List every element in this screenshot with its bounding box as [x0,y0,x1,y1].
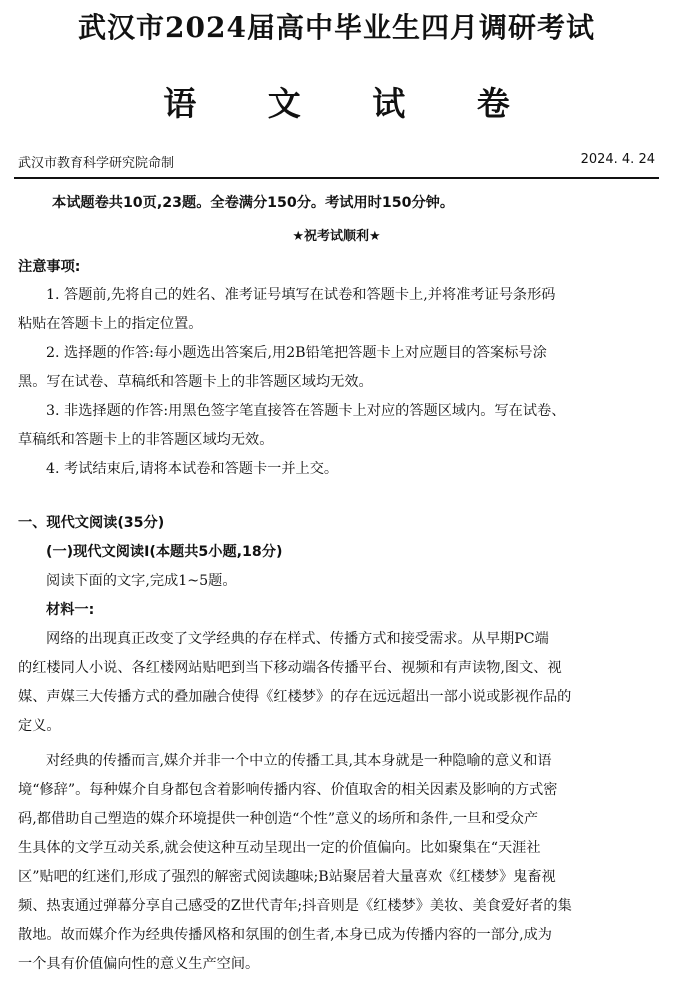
paragraph-line: 定义。 [18,718,61,734]
exam-summary: 本试题卷共10页,23题。全卷满分150分。考试用时150分钟。 [52,195,455,211]
paragraph-line: 的红楼同人小说、各红楼网站贴吧到当下移动端各传播平台、视频和有声读物,图文、视 [18,660,562,676]
good-luck-banner: ★祝考试顺利★ [292,229,381,244]
paragraph-line: 生具体的文学互动关系,就会使这种互动呈现出一定的价值偏向。比如聚集在“天涯社 [18,840,541,856]
notice-line: 草稿纸和答题卡上的非答题区域均无效。 [18,432,274,448]
paragraph-line: 一个具有价值偏向性的意义生产空间。 [18,956,260,972]
subsection-heading: (一)现代文阅读Ⅰ(本题共5小题,18分) [46,544,283,560]
exam-title: 武汉市2024届高中毕业生四月调研考试 [78,11,595,44]
notice-line: 黑。写在试卷、草稿纸和答题卡上的非答题区域均无效。 [18,374,373,390]
notice-line: 3. 非选择题的作答:用黑色签字笔直接答在答题卡上对应的答题区域内。写在试卷、 [46,403,566,419]
reading-instruction: 阅读下面的文字,完成1~5题。 [46,573,237,589]
notice-line: 粘贴在答题卡上的指定位置。 [18,316,203,332]
paragraph-line: 网络的出现真正改变了文学经典的存在样式、传播方式和接受需求。从早期PC端 [46,631,549,647]
notices-heading: 注意事项: [18,259,81,275]
header-divider [14,177,659,179]
paragraph-line: 散地。故而媒介作为经典传播风格和氛围的创生者,本身已成为传播内容的一部分,成为 [18,927,552,943]
paragraph-line: 码,都借助自己塑造的媒介环境提供一种创造“个性”意义的场所和条件,一旦和受众产 [18,811,539,827]
paragraph-line: 媒、声媒三大传播方式的叠加融合使得《红楼梦》的存在远远超出一部小说或影视作品的 [18,689,572,705]
notice-line: 4. 考试结束后,请将本试卷和答题卡一并上交。 [46,461,339,477]
exam-subtitle: 语 文 试 卷 [163,84,540,123]
paragraph-line: 频、热衷通过弹幕分享自己感受的Z世代青年;抖音则是《红楼梦》美妆、美食爱好者的集 [18,898,572,914]
paragraph-line: 境“修辞”。每种媒介自身都包含着影响传播内容、价值取舍的相关因素及影响的方式密 [18,782,558,798]
notice-line: 2. 选择题的作答:每小题选出答案后,用2B铅笔把答题卡上对应题目的答案标号涂 [46,345,547,361]
paragraph-line: 区”贴吧的红迷们,形成了强烈的解密式阅读趣味;B站聚居着大量喜欢《红楼梦》鬼畜视 [18,869,556,885]
exam-date: 2024. 4. 24 [580,152,655,167]
paragraph-line: 对经典的传播而言,媒介并非一个中立的传播工具,其本身就是一种隐喻的意义和语 [46,753,552,769]
section-heading: 一、现代文阅读(35分) [18,515,165,531]
publisher-label: 武汉市教育科学研究院命制 [18,156,175,171]
material-label: 材料一: [46,602,95,618]
notice-line: 1. 答题前,先将自己的姓名、准考证号填写在试卷和答题卡上,并将准考证号条形码 [46,287,556,303]
